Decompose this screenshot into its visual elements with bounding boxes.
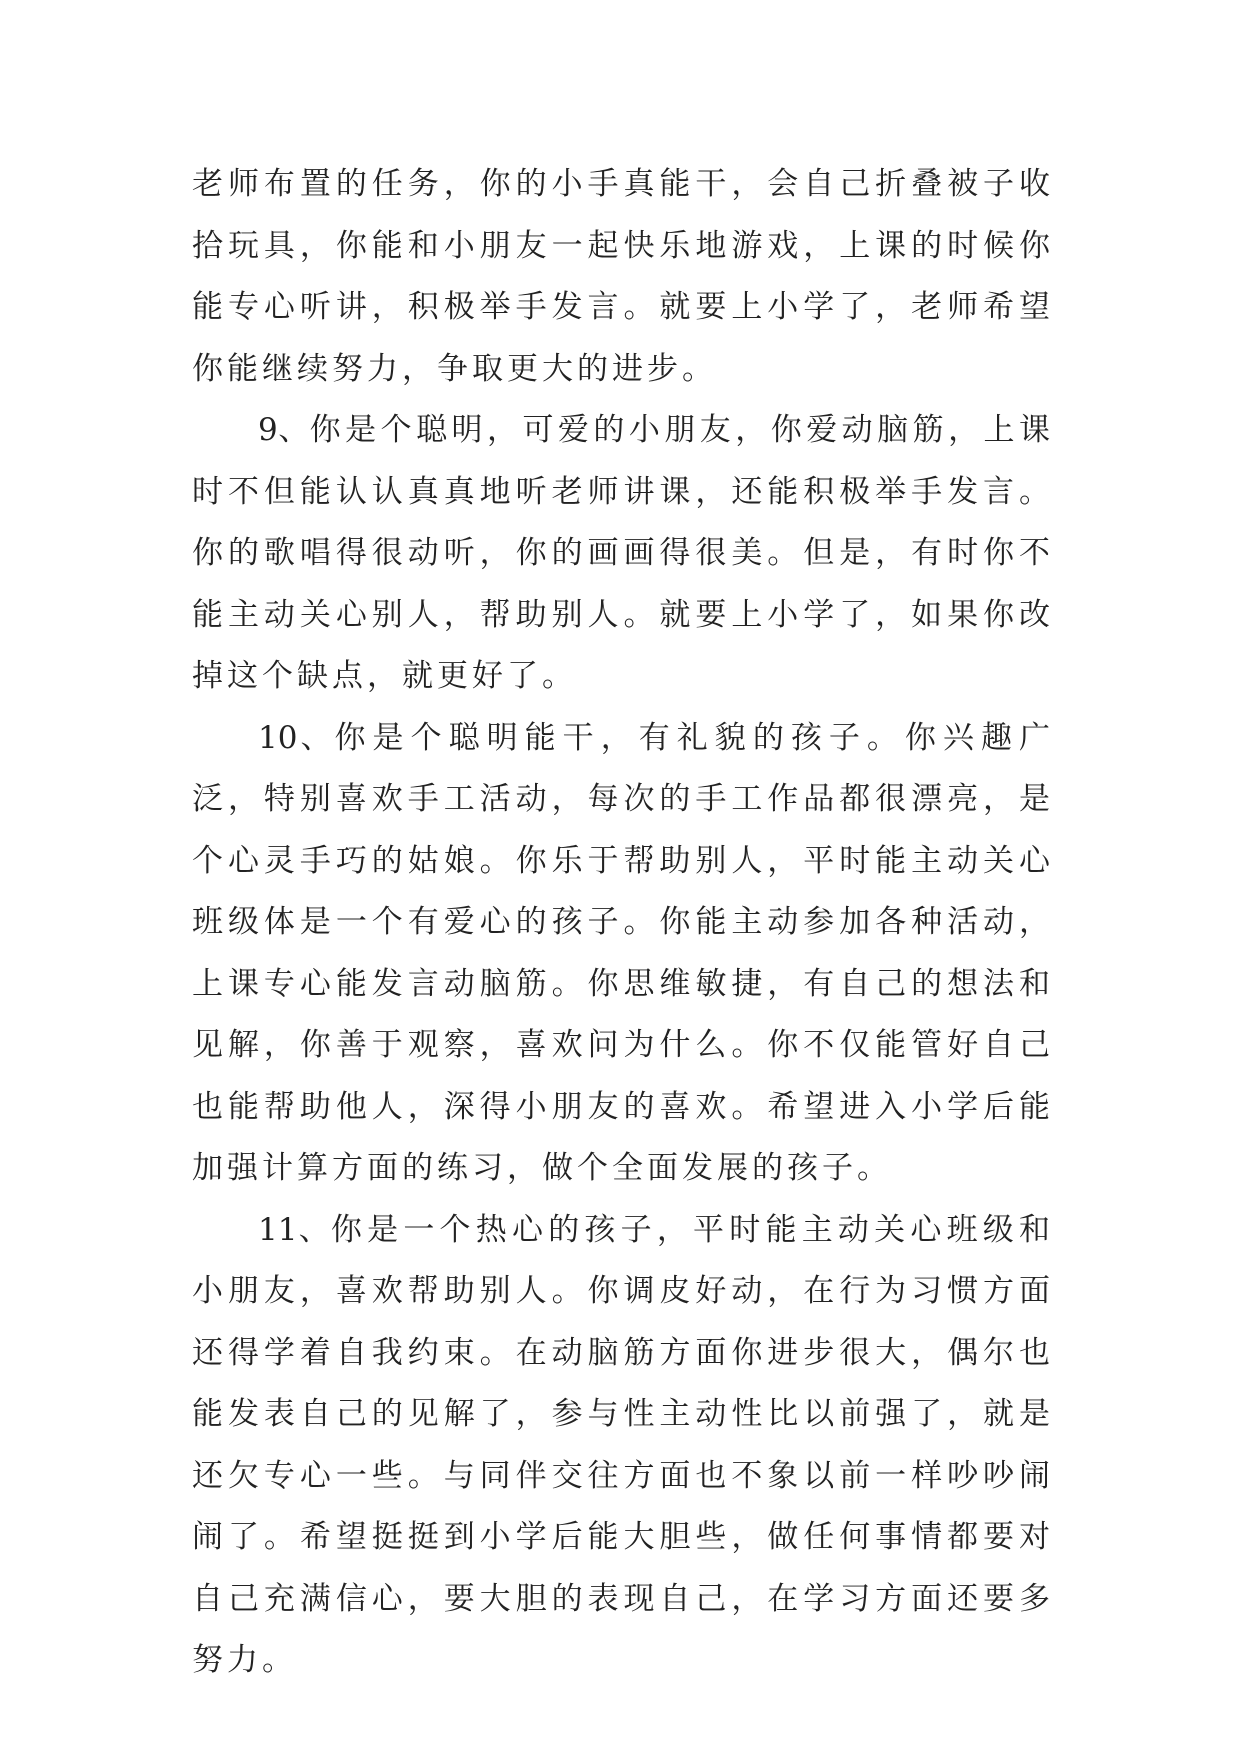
paragraph-item-11: [192, 1200, 1054, 1692]
paragraph-item-9: [192, 400, 1054, 708]
paragraph-text: 你是一个热心的孩子，平时能主动关心班级和小朋友，喜欢帮助别人。你调皮好动，在行为习惯方面还得学着自我约束。在动脑筋方面你进步很大，偶尔也能发表自己的见解了，参与性主动性比以前强了，就是还欠专心一些。与同伴交往方面也不象以前一样吵吵闹闹了。希望挺挺到小学后能大胆些，做任何事情都要对自己充满信心，要大胆的表现自己，在学习方面还要多努力。: [192, 1211, 1055, 1678]
item-number: 10、: [258, 719, 335, 756]
paragraph-text: 你是个聪明，可爱的小朋友，你爱动脑筋，上课时不但能认认真真地听老师讲课，还能积极举手发言。你的歌唱得很动听，你的画画得很美。但是，有时你不能主动关心别人，帮助别人。就要上小学了，如果你改掉这个缺点，就更好了。: [192, 412, 1055, 694]
item-number: 9、: [258, 412, 310, 448]
paragraph-text: 你是个聪明能干，有礼貌的孩子。你兴趣广泛，特别喜欢手工活动，每次的手工作品都很漂亮，是个心灵手巧的姑娘。你乐于帮助别人，平时能主动关心班级体是一个有爱心的孩子。你能主动参加各种活动，上课专心能发言动脑筋。你思维敏捷，有自己的想法和见解，你善于观察，喜欢问为什么。你不仅能管好自己也能帮助他人，深得小朋友的喜欢。希望进入小学后能加强计算方面的练习，做个全面发展的孩子。: [192, 719, 1055, 1186]
item-number: 11、: [258, 1211, 331, 1248]
document-page: [192, 154, 1054, 1692]
paragraph-continuation: [192, 154, 1054, 400]
paragraph-item-10: [192, 708, 1054, 1200]
paragraph-text: 老师布置的任务，你的小手真能干，会自己折叠被子收拾玩具，你能和小朋友一起快乐地游戏，上课的时候你能专心听讲，积极举手发言。就要上小学了，老师希望你能继续努力，争取更大的进步。: [192, 166, 1054, 387]
